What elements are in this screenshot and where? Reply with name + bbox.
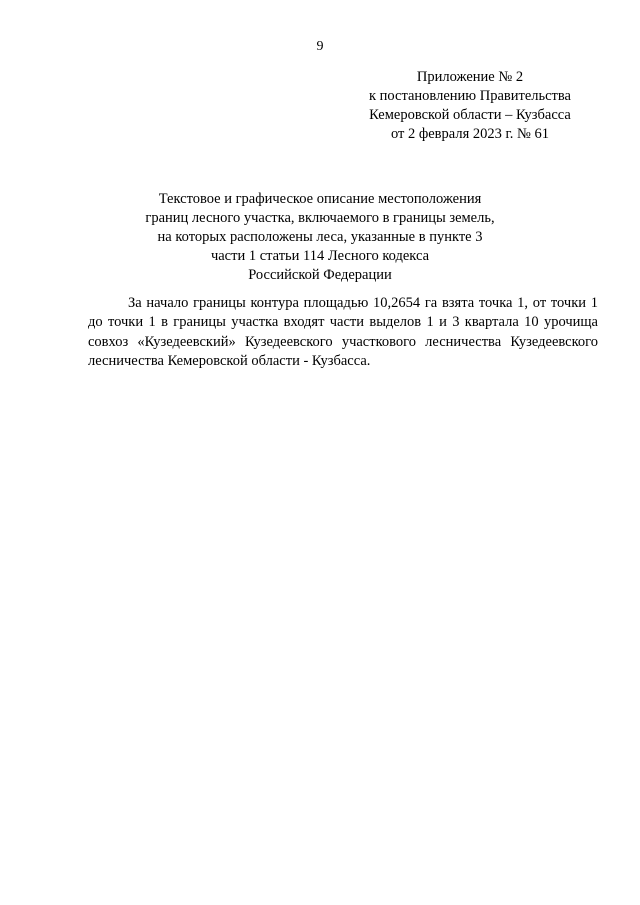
appendix-line: Приложение № 2: [416, 69, 524, 85]
body-paragraph: За начало границы контура площадью 10,2654 га взята точка 1, от точки 1 до точки 1 в границы участка входят части выделов 1 и 3 квартала 10 урочища совхоз «Кузедеевский» Кузедеевского участкового лесничества Кузедеевского лесничества Кемеровской области - Кузбасса.: [88, 295, 598, 370]
title-line: границ лесного участка, включаемого в границы земель,: [145, 210, 495, 226]
page-number: 9: [316, 39, 324, 54]
document-title: [100, 190, 540, 285]
appendix-block: [340, 68, 600, 144]
appendix-line: Кемеровской области – Кузбасса: [369, 107, 571, 123]
title-line: Текстовое и графическое описание местоположения: [158, 191, 482, 207]
appendix-line: от 2 февраля 2023 г. № 61: [390, 126, 550, 142]
title-line: на которых расположены леса, указанные в пункте 3: [157, 229, 483, 245]
title-line: части 1 статьи 114 Лесного кодекса: [210, 248, 430, 264]
appendix-line: к постановлению Правительства: [369, 88, 571, 104]
title-line: Российской Федерации: [248, 267, 392, 283]
